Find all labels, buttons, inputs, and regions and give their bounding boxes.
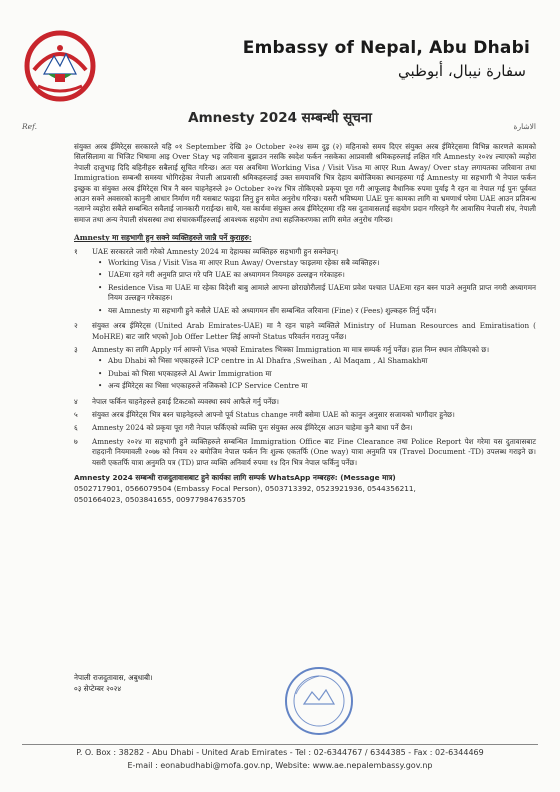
ref-label-arabic: الاشارة [513,122,536,131]
nepal-emblem-icon [24,30,96,102]
notice-body [74,142,536,505]
bullet-item: • Residence Visa मा UAE मा रहेका विदेशी बाबु आमाले आफ्ना छोराछोरीलाई UAEमा प्रवेश पश्चात UAEमा रहन बस्न पाउने अनुमति प्राप्त नगरी अध्यागमन नियम उल्लङ्घन गरेकाहरु। [98,282,536,303]
item-text: नेपाल फर्किन चाहनेहरुले हवाई टिकटको व्यवस्था स्वयं आफैले गर्नु पर्नेछ। [92,396,280,406]
item-text: Amnesty का लागि Apply गर्न आफ्नो Visa भएको Emirates भित्रका Immigration मा मात्र सम्पर्क गर्नु पर्नेछ। हाल निम्न स्थान तोकिएको छ। [92,344,490,354]
contact-numbers-line-1: 0502717901, 0566079504 (Embassy Focal Person), 0503713392, 0523921936, 0544356211, [74,483,416,493]
requirements-list [74,247,536,468]
item-text: संयुक्त अरब ईमिरेट्स (United Arab Emirates-UAE) मा नै रहन चाहने व्यक्तिले Ministry of Human Resources and Emiratisation ( MoHRE) बाट जारि भएको Job Offer Letter लिई आफ्नो Status परिवर्तन गराउनु पर्नेछ। [92,321,536,341]
notice-title: Amnesty 2024 सम्बन्धी सूचना [188,110,372,126]
item-number: ७ [74,436,78,446]
contact-numbers-line-2: 0501664023, 0503841655, 009779847635705 [74,494,246,504]
embassy-name-arabic: سفارة نيبال، أبوظبي [398,62,526,80]
contact-block [74,472,536,505]
section-heading: Amnesty मा सहभागी हुन सक्ने व्यक्तिहरुले जान्नै पर्ने कुराहरु: [74,233,252,243]
item-number: ६ [74,423,78,433]
bullet-text: Residence Visa मा UAE मा रहेका विदेशी बाबु आमाले आफ्ना छोराछोरीलाई UAEमा प्रवेश पश्चात UAEमा रहन बस्न पाउने अनुमति प्राप्त नगरी अध्यागमन नियम उल्लङ्घन गरेकाहरु। [108,282,536,303]
item-number: ३ [74,344,78,354]
bullet-item: • यस Amnesty मा सहभागी हुने कसैले UAE को अध्यागमन सँग सम्बन्धित जरिवाना (Fine) र (Fees) शुल्कहरु तिर्नु पर्दैन। [98,306,536,316]
bullet-item: • अन्य ईमिरेट्स का भिसा भएकाहरुले नजिकको ICP Service Centre मा [98,381,536,391]
embassy-name: Embassy of Nepal, Abu Dhabi [242,38,530,58]
bullet-text: अन्य ईमिरेट्स का भिसा भएकाहरुले नजिकको ICP Service Centre मा [108,381,308,391]
item-text: Amnesty २०२४ मा सहभागी हुने व्यक्तिहरुले सम्बन्धित Immigration Office बाट Fine Clearance तथा Police Report पेश गरेमा यस दुतावासबाट राहदानी नियमावली २०७७ को नियम २२ बमोजिम नेपाल फर्कन निः शुल्क एकतर्फि (One way) यात्रा अनुमति पत्र (Travel Document -TD) उपलब्ध गराइने छ। यसरी एकतर्फि यात्रा अनुमति पत्र (TD) प्राप्त व्यक्ति अनिवार्य रुपमा १४ दिन भित्र नेपाल फर्किनु पर्नेछ। [92,436,536,467]
footer-address: P. O. Box : 38282 - Abu Dhabi - United Arab Emirates - Tel : 02-6344767 / 6344385 - Fax : 02-6344469 [76,748,484,757]
item-text: UAE सरकारले जारी गरेको Amnesty 2024 मा देहायका व्यक्तिहरु सहभागी हुन सक्नेछन्। [92,246,339,256]
list-item [74,397,536,407]
list-item [74,410,536,420]
bullet-text: Dubai को भिसा भएकाहरुले Al Awir Immigration मा [108,368,272,378]
bullet-text: Working Visa / Visit Visa मा आएर Run Away/ Overstay फाइलमा रहेका सबै व्यक्तिहरु। [108,258,380,268]
bullet-item: • Dubai को भिसा भएकाहरुले Al Awir Immigration मा [98,369,536,379]
bullet-item: • UAEमा रहने गरी अनुमति प्राप्त गरे पनि UAE का अध्यागमन नियमहरु उल्लङ्घन गरेकाहरु। [98,270,536,280]
embassy-stamp-icon [282,664,356,738]
footer-contact: E-mail : eonabudhabi@mofa.gov.np, Website: www.ae.nepalembassy.gov.np [127,761,433,770]
bullet-item: • Abu Dhabi को भिसा भएकाहरुले ICP centre in Al Dhafra ,Sweihan , Al Maqam , Al Shamakhमा [98,356,536,366]
footer-divider [22,744,538,745]
list-item [74,247,536,318]
intro-paragraph: संयुक्त अरब ईमिरेट्स सरकारले यहि ०१ September देखि ३० October २०२४ सम्म दुइ (२) महिनाको समय दिएर संयुक्त अरब ईमिरेट्समा विभिन्न कारणले कामको सिलसिलामा वा भिजिट भिषामा आइ Over Stay भइ जरिवाना बुझाउन नसकि स्वदेश फर्कन नसकेका आप्रवासी श्रमिकहरुलाई लक्षित गरि Amnesty २०२४ ल्याएको व्यहोरा नेपाली दाजुभाइ दिदि बहिनीहरु सबैलाई सूचित गरिन्छ। अतः यस अवधिमा Working Visa / Visit Visa मा आएर Run Away/ Over stay लगायतका जरिवाना तथा Immigration सम्बन्धी समस्या भोगिरहेका नेपाली आप्रवासी श्रमिकहरुलाई उक्त समयावधि भित्र देहाय बमोजिमका स्थानहरुमा गई Amnesty मा सहभागी भै नेपाल फर्कन इच्छुक वा संयुक्त अरब ईमिरेट्स भित्र नै बस्न चाहनेहरुले ३० October २०२४ भित्र तोकिएको प्रकृया पूरा गरी आफूलाइ वैधानिक रुपमा पुर्याइ नै रहन वा नेपाल गई पुनः पूर्ववत आउन सक्ने अवसरको कानुनी आधार निर्माण गरी यसबाट फाइदा लिनु हुन समेत अनुरोध गरिन्छ। यसरी भविष्यमा UAE पुनः कामका लागि वा भ्रमणार्थ परेमा UAE आउन प्रतिवन्ध नलाग्ने व्यहोरा सबैले सम्बन्धित सवैलाई जानकारी गराईन्छ। साथै, यस कार्यमा संयुक्त अरब ईमिरेट्समा रहि यस दुतावासलाई सहयोग प्रदान गरिरहने गैर आवासिय नेपाली संघ, नेपाली समाज तथा अन्य नेपाली संघसस्था तथा संचारकर्मीहरुलाई आवश्यक सहयोग तथा सहजिकरणका लागि समेत अनुरोध गरिन्छ। [74,142,537,224]
bullet-text: यस Amnesty मा सहभागी हुने कसैले UAE को अध्यागमन सँग सम्बन्धित जरिवाना (Fine) र (Fees) शुल्कहरु तिर्नु पर्दैन। [108,305,437,315]
signature-office: नेपाली राजदुतावास, अबुधाबी। [74,673,153,682]
contact-heading: Amnesty 2024 सम्बन्धी राजदुतावासबाट हुने कार्यका लागि सम्पर्क WhatsApp नम्बरहरु: (Message मात्र) [74,472,396,482]
signature-date: ०३ सेप्टेम्बर २०२४ [74,684,122,693]
ref-label: Ref. [22,122,37,131]
bullet-item: • Working Visa / Visit Visa मा आएर Run Away/ Overstay फाइलमा रहेका सबै व्यक्तिहरु। [98,258,536,268]
item-number: २ [74,321,78,331]
bullet-text: Abu Dhabi को भिसा भएकाहरुले ICP centre in Al Dhafra ,Sweihan , Al Maqam , Al Shamakhमा [108,356,428,366]
item-text: Amnesty 2024 को प्रकृया पूरा गरी नेपाल फर्किएको व्यक्ति पुनः संयुक्त अरब ईमिरेट्स आउन चाहेमा कुनै बाधा पर्ने छैन। [92,423,413,433]
list-item [74,437,536,468]
signature-block [74,672,153,694]
list-item [74,345,536,394]
item-text: संयुक्त अरब ईमिरेट्स भित्र बस्न चाहनेहरुले आफ्नो पूर्व Status change नगरी बसेमा UAE को कानुन अनुसार सजायको भागीदार हुनेछ। [92,409,455,419]
list-item [74,321,536,342]
item-number: ४ [74,396,78,406]
item-number: ५ [74,409,78,419]
bullet-text: UAEमा रहने गरी अनुमति प्राप्त गरे पनि UAE का अध्यागमन नियमहरु उल्लङ्घन गरेकाहरु। [108,270,345,280]
item-number: १ [74,246,78,256]
list-item [74,423,536,433]
